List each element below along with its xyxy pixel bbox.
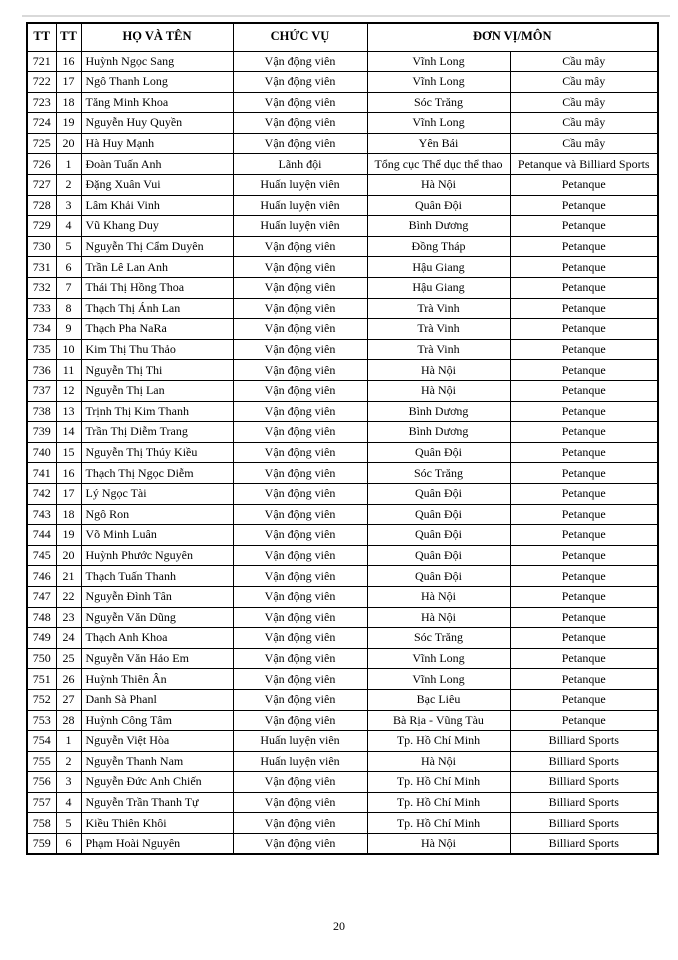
cell-unit: Bình Dương [367, 422, 510, 443]
cell-full-name: Kiều Thiên Khôi [81, 813, 233, 834]
cell-full-name: Kim Thị Thu Thảo [81, 339, 233, 360]
cell-sport: Petanque [510, 278, 658, 299]
column-header-position: CHỨC VỤ [233, 23, 367, 51]
cell-sub-number: 16 [56, 51, 81, 72]
cell-position: Huấn luyện viên [233, 216, 367, 237]
cell-full-name: Huỳnh Phước Nguyên [81, 545, 233, 566]
cell-overall-number: 737 [27, 381, 56, 402]
cell-position: Vận động viên [233, 813, 367, 834]
cell-sport: Petanque [510, 319, 658, 340]
cell-overall-number: 722 [27, 72, 56, 93]
cell-overall-number: 729 [27, 216, 56, 237]
cell-sport: Billiard Sports [510, 772, 658, 793]
cell-sub-number: 27 [56, 689, 81, 710]
table-row [27, 689, 658, 710]
cell-position: Vận động viên [233, 792, 367, 813]
cell-position: Vận động viên [233, 257, 367, 278]
table-row [27, 710, 658, 731]
cell-position: Vận động viên [233, 298, 367, 319]
cell-overall-number: 758 [27, 813, 56, 834]
cell-position: Vận động viên [233, 51, 367, 72]
table-row [27, 278, 658, 299]
table-row [27, 483, 658, 504]
cell-full-name: Trần Thị Diễm Trang [81, 422, 233, 443]
cell-position: Vận động viên [233, 339, 367, 360]
table-row [27, 545, 658, 566]
cell-position: Vận động viên [233, 422, 367, 443]
cell-overall-number: 736 [27, 360, 56, 381]
cell-sport: Petanque [510, 566, 658, 587]
cell-sub-number: 5 [56, 813, 81, 834]
cell-full-name: Nguyễn Thị Thúy Kiều [81, 442, 233, 463]
cell-sport: Billiard Sports [510, 792, 658, 813]
cell-full-name: Hà Huy Mạnh [81, 133, 233, 154]
cell-position: Huấn luyện viên [233, 731, 367, 752]
cell-overall-number: 727 [27, 175, 56, 196]
cell-full-name: Nguyễn Văn Dũng [81, 607, 233, 628]
cell-unit: Quân Đội [367, 525, 510, 546]
cell-unit: Quân Đội [367, 545, 510, 566]
cell-full-name: Thạch Tuấn Thanh [81, 566, 233, 587]
table-row [27, 463, 658, 484]
cell-overall-number: 731 [27, 257, 56, 278]
cell-overall-number: 752 [27, 689, 56, 710]
cell-sport: Billiard Sports [510, 751, 658, 772]
cell-sport: Petanque [510, 545, 658, 566]
cell-position: Vận động viên [233, 834, 367, 855]
cell-sub-number: 23 [56, 607, 81, 628]
cell-sport: Billiard Sports [510, 813, 658, 834]
cell-full-name: Huỳnh Thiên Ân [81, 669, 233, 690]
cell-sub-number: 22 [56, 586, 81, 607]
cell-unit: Hà Nội [367, 360, 510, 381]
cell-sport: Cầu mây [510, 113, 658, 134]
cell-overall-number: 725 [27, 133, 56, 154]
cell-position: Vận động viên [233, 113, 367, 134]
cell-sub-number: 13 [56, 401, 81, 422]
cell-full-name: Lâm Khải Vinh [81, 195, 233, 216]
cell-sport: Petanque [510, 298, 658, 319]
cell-full-name: Thái Thị Hồng Thoa [81, 278, 233, 299]
cell-position: Vận động viên [233, 669, 367, 690]
cell-sport: Petanque [510, 442, 658, 463]
cell-overall-number: 743 [27, 504, 56, 525]
cell-sub-number: 6 [56, 834, 81, 855]
cell-unit: Hà Nội [367, 586, 510, 607]
cell-sport: Petanque [510, 689, 658, 710]
cell-sport: Petanque [510, 710, 658, 731]
cell-full-name: Võ Minh Luân [81, 525, 233, 546]
cell-overall-number: 735 [27, 339, 56, 360]
cell-sub-number: 3 [56, 772, 81, 793]
cell-unit: Tp. Hồ Chí Minh [367, 792, 510, 813]
cell-unit: Hà Nội [367, 175, 510, 196]
table-row [27, 401, 658, 422]
cell-full-name: Thạch Thị Ngọc Diễm [81, 463, 233, 484]
cell-position: Huấn luyện viên [233, 751, 367, 772]
table-row [27, 731, 658, 752]
cell-sub-number: 25 [56, 648, 81, 669]
cell-position: Vận động viên [233, 525, 367, 546]
cell-position: Vận động viên [233, 628, 367, 649]
table-row [27, 360, 658, 381]
cell-sub-number: 17 [56, 72, 81, 93]
cell-unit: Tp. Hồ Chí Minh [367, 813, 510, 834]
cell-sport: Cầu mây [510, 133, 658, 154]
cell-sport: Petanque [510, 339, 658, 360]
cell-position: Huấn luyện viên [233, 195, 367, 216]
cell-sport: Petanque [510, 586, 658, 607]
cell-sub-number: 19 [56, 525, 81, 546]
cell-position: Huấn luyện viên [233, 175, 367, 196]
cell-sport: Petanque [510, 463, 658, 484]
cell-sport: Petanque [510, 669, 658, 690]
cell-unit: Hà Nội [367, 381, 510, 402]
cell-sub-number: 26 [56, 669, 81, 690]
cell-sub-number: 9 [56, 319, 81, 340]
cell-overall-number: 721 [27, 51, 56, 72]
cell-full-name: Ngô Thanh Long [81, 72, 233, 93]
cell-full-name: Thạch Thị Ánh Lan [81, 298, 233, 319]
cell-position: Vận động viên [233, 586, 367, 607]
cell-overall-number: 749 [27, 628, 56, 649]
cell-position: Vận động viên [233, 772, 367, 793]
table-row [27, 319, 658, 340]
delegation-roster-table [26, 22, 659, 855]
cell-full-name: Nguyễn Thị Cẩm Duyên [81, 236, 233, 257]
cell-overall-number: 756 [27, 772, 56, 793]
cell-sub-number: 8 [56, 298, 81, 319]
cell-full-name: Nguyễn Thanh Nam [81, 751, 233, 772]
cell-overall-number: 739 [27, 422, 56, 443]
cell-sport: Billiard Sports [510, 834, 658, 855]
cell-position: Vận động viên [233, 278, 367, 299]
cell-sub-number: 18 [56, 504, 81, 525]
scan-artifact-line [22, 15, 670, 17]
table-body [27, 51, 658, 854]
cell-position: Vận động viên [233, 381, 367, 402]
table-row [27, 72, 658, 93]
cell-sub-number: 4 [56, 792, 81, 813]
cell-unit: Quân Đội [367, 442, 510, 463]
cell-unit: Bạc Liêu [367, 689, 510, 710]
cell-sub-number: 21 [56, 566, 81, 587]
cell-overall-number: 726 [27, 154, 56, 175]
cell-unit: Vĩnh Long [367, 51, 510, 72]
cell-sport: Billiard Sports [510, 731, 658, 752]
cell-full-name: Nguyễn Thị Lan [81, 381, 233, 402]
table-row [27, 257, 658, 278]
table-row [27, 813, 658, 834]
cell-sub-number: 7 [56, 278, 81, 299]
cell-unit: Trà Vinh [367, 298, 510, 319]
table-row [27, 298, 658, 319]
cell-full-name: Đoàn Tuấn Anh [81, 154, 233, 175]
cell-sport: Petanque [510, 381, 658, 402]
cell-sub-number: 10 [56, 339, 81, 360]
cell-overall-number: 747 [27, 586, 56, 607]
cell-overall-number: 751 [27, 669, 56, 690]
cell-sport: Cầu mây [510, 51, 658, 72]
cell-full-name: Trần Lê Lan Anh [81, 257, 233, 278]
cell-unit: Bình Dương [367, 401, 510, 422]
cell-position: Vận động viên [233, 504, 367, 525]
cell-full-name: Ngô Ron [81, 504, 233, 525]
cell-sub-number: 17 [56, 483, 81, 504]
cell-unit: Hà Nội [367, 834, 510, 855]
cell-unit: Sóc Trăng [367, 628, 510, 649]
cell-position: Lãnh đội [233, 154, 367, 175]
cell-unit: Hà Nội [367, 607, 510, 628]
cell-sub-number: 28 [56, 710, 81, 731]
cell-position: Vận động viên [233, 607, 367, 628]
cell-unit: Sóc Trăng [367, 92, 510, 113]
table-row [27, 133, 658, 154]
cell-unit: Trà Vinh [367, 319, 510, 340]
cell-unit: Bình Dương [367, 216, 510, 237]
cell-full-name: Lý Ngọc Tài [81, 483, 233, 504]
cell-unit: Đồng Tháp [367, 236, 510, 257]
cell-overall-number: 753 [27, 710, 56, 731]
cell-sport: Petanque [510, 401, 658, 422]
cell-full-name: Trịnh Thị Kim Thanh [81, 401, 233, 422]
cell-overall-number: 728 [27, 195, 56, 216]
cell-overall-number: 759 [27, 834, 56, 855]
table-row [27, 607, 658, 628]
cell-sport: Petanque [510, 175, 658, 196]
cell-overall-number: 741 [27, 463, 56, 484]
cell-sub-number: 6 [56, 257, 81, 278]
cell-full-name: Nguyễn Đình Tân [81, 586, 233, 607]
cell-full-name: Phạm Hoài Nguyên [81, 834, 233, 855]
cell-sport: Petanque [510, 360, 658, 381]
cell-sub-number: 1 [56, 731, 81, 752]
cell-full-name: Huỳnh Công Tâm [81, 710, 233, 731]
cell-full-name: Nguyễn Trần Thanh Tự [81, 792, 233, 813]
cell-overall-number: 742 [27, 483, 56, 504]
cell-unit: Vĩnh Long [367, 72, 510, 93]
table-row [27, 586, 658, 607]
page-number: 20 [333, 919, 345, 933]
cell-overall-number: 755 [27, 751, 56, 772]
cell-sport: Petanque [510, 195, 658, 216]
cell-unit: Hậu Giang [367, 257, 510, 278]
cell-unit: Vĩnh Long [367, 113, 510, 134]
cell-sport: Petanque [510, 525, 658, 546]
table-row [27, 669, 658, 690]
cell-sub-number: 19 [56, 113, 81, 134]
column-header-unit-sport: ĐƠN VỊ/MÔN [367, 23, 658, 51]
cell-overall-number: 730 [27, 236, 56, 257]
cell-full-name: Vũ Khang Duy [81, 216, 233, 237]
cell-sub-number: 2 [56, 751, 81, 772]
cell-position: Vận động viên [233, 689, 367, 710]
cell-unit: Sóc Trăng [367, 463, 510, 484]
cell-sub-number: 20 [56, 545, 81, 566]
cell-unit: Vĩnh Long [367, 648, 510, 669]
cell-full-name: Nguyễn Việt Hòa [81, 731, 233, 752]
cell-position: Vận động viên [233, 72, 367, 93]
cell-unit: Trà Vinh [367, 339, 510, 360]
cell-unit: Yên Bái [367, 133, 510, 154]
cell-sport: Petanque [510, 648, 658, 669]
table-row [27, 772, 658, 793]
cell-position: Vận động viên [233, 463, 367, 484]
cell-unit: Bà Rịa - Vũng Tàu [367, 710, 510, 731]
table-row [27, 504, 658, 525]
cell-position: Vận động viên [233, 545, 367, 566]
cell-unit: Tổng cục Thể dục thể thao [367, 154, 510, 175]
cell-sub-number: 18 [56, 92, 81, 113]
table-row [27, 195, 658, 216]
cell-overall-number: 750 [27, 648, 56, 669]
cell-sub-number: 14 [56, 422, 81, 443]
cell-overall-number: 724 [27, 113, 56, 134]
table-row [27, 648, 658, 669]
cell-sub-number: 24 [56, 628, 81, 649]
cell-position: Vận động viên [233, 483, 367, 504]
cell-position: Vận động viên [233, 92, 367, 113]
cell-unit: Quân Đội [367, 504, 510, 525]
cell-sub-number: 11 [56, 360, 81, 381]
table-header-row [27, 23, 658, 51]
cell-overall-number: 738 [27, 401, 56, 422]
cell-overall-number: 734 [27, 319, 56, 340]
cell-sport: Petanque [510, 483, 658, 504]
table-row [27, 792, 658, 813]
cell-sub-number: 12 [56, 381, 81, 402]
cell-sport: Petanque [510, 504, 658, 525]
cell-full-name: Nguyễn Thị Thi [81, 360, 233, 381]
cell-full-name: Danh Sà Phanl [81, 689, 233, 710]
cell-sub-number: 5 [56, 236, 81, 257]
table-row [27, 751, 658, 772]
table-row [27, 175, 658, 196]
cell-position: Vận động viên [233, 401, 367, 422]
cell-position: Vận động viên [233, 710, 367, 731]
cell-position: Vận động viên [233, 648, 367, 669]
table-row [27, 236, 658, 257]
table-row [27, 113, 658, 134]
cell-sub-number: 20 [56, 133, 81, 154]
cell-sport: Petanque [510, 216, 658, 237]
cell-full-name: Nguyễn Văn Hảo Em [81, 648, 233, 669]
cell-full-name: Đặng Xuân Vui [81, 175, 233, 196]
cell-full-name: Tăng Minh Khoa [81, 92, 233, 113]
cell-sub-number: 4 [56, 216, 81, 237]
cell-unit: Quân Đội [367, 566, 510, 587]
cell-unit: Tp. Hồ Chí Minh [367, 731, 510, 752]
cell-full-name: Nguyễn Huy Quyền [81, 113, 233, 134]
cell-full-name: Thạch Anh Khoa [81, 628, 233, 649]
cell-overall-number: 740 [27, 442, 56, 463]
cell-overall-number: 757 [27, 792, 56, 813]
cell-full-name: Huỳnh Ngọc Sang [81, 51, 233, 72]
cell-overall-number: 732 [27, 278, 56, 299]
column-header-tt: TT [56, 23, 81, 51]
cell-position: Vận động viên [233, 319, 367, 340]
cell-overall-number: 733 [27, 298, 56, 319]
cell-sub-number: 2 [56, 175, 81, 196]
cell-overall-number: 754 [27, 731, 56, 752]
table-row [27, 566, 658, 587]
cell-overall-number: 745 [27, 545, 56, 566]
cell-sport: Petanque [510, 236, 658, 257]
table-row [27, 216, 658, 237]
table-row [27, 51, 658, 72]
cell-sport: Petanque [510, 628, 658, 649]
table-row [27, 834, 658, 855]
cell-sport: Cầu mây [510, 92, 658, 113]
table-row [27, 442, 658, 463]
cell-position: Vận động viên [233, 360, 367, 381]
cell-unit: Tp. Hồ Chí Minh [367, 772, 510, 793]
cell-unit: Hà Nội [367, 751, 510, 772]
cell-full-name: Thạch Pha NaRa [81, 319, 233, 340]
cell-sub-number: 16 [56, 463, 81, 484]
cell-unit: Quân Đội [367, 195, 510, 216]
cell-sport: Petanque [510, 257, 658, 278]
cell-sub-number: 15 [56, 442, 81, 463]
cell-sport: Cầu mây [510, 72, 658, 93]
table-row [27, 339, 658, 360]
cell-unit: Hậu Giang [367, 278, 510, 299]
cell-overall-number: 723 [27, 92, 56, 113]
table-row [27, 422, 658, 443]
cell-sport: Petanque [510, 422, 658, 443]
table-row [27, 154, 658, 175]
cell-full-name: Nguyễn Đức Anh Chiến [81, 772, 233, 793]
cell-sport: Petanque [510, 607, 658, 628]
cell-position: Vận động viên [233, 236, 367, 257]
cell-overall-number: 748 [27, 607, 56, 628]
table-row [27, 628, 658, 649]
table-row [27, 381, 658, 402]
cell-overall-number: 746 [27, 566, 56, 587]
column-header-stt: TT [27, 23, 56, 51]
cell-sport: Petanque và Billiard Sports [510, 154, 658, 175]
cell-sub-number: 3 [56, 195, 81, 216]
cell-overall-number: 744 [27, 525, 56, 546]
cell-sub-number: 1 [56, 154, 81, 175]
table-row [27, 92, 658, 113]
cell-unit: Quân Đội [367, 483, 510, 504]
column-header-full-name: HỌ VÀ TÊN [81, 23, 233, 51]
cell-position: Vận động viên [233, 133, 367, 154]
table-row [27, 525, 658, 546]
cell-unit: Vĩnh Long [367, 669, 510, 690]
cell-position: Vận động viên [233, 566, 367, 587]
cell-position: Vận động viên [233, 442, 367, 463]
